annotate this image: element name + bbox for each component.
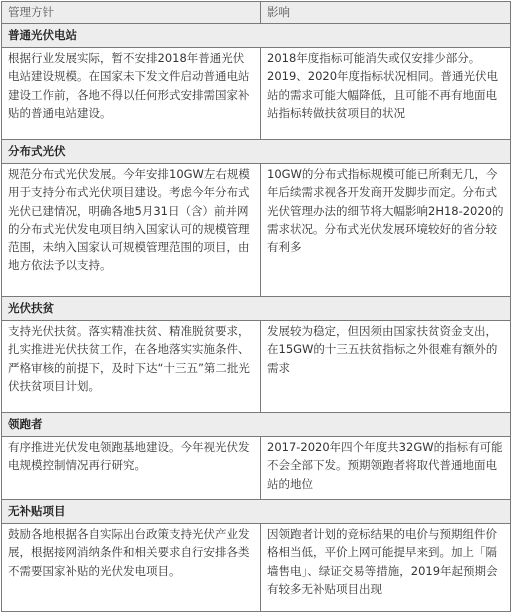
section-title-row	[2, 413, 511, 437]
policy-impact-table	[1, 1, 511, 612]
section-title-row	[2, 500, 511, 524]
table-row	[2, 524, 511, 612]
header-impact: 影响	[261, 2, 511, 24]
section-title: 无补贴项目	[2, 500, 511, 524]
policy-cell: 规范分布式光伏发展。今年安排10GW左右规模用于支持分布式光伏项目建设。考虑今年分布式光伏已建情况，明确各地5月31日（含）前并网的分布式光伏发电项目纳入国家认可的规模管理范围，未纳入国家认可规模管理范围的项目，由地方依法予以支持。	[2, 164, 261, 297]
policy-cell: 鼓励各地根据各自实际出台政策支持光伏产业发展，根据接网消纳条件和相关要求自行安排各类不需要国家补贴的光伏发电项目。	[2, 524, 261, 612]
section-title: 普通光伏电站	[2, 24, 511, 48]
policy-cell: 根据行业发展实际，暂不安排2018年普通光伏电站建设规模。在国家未下发文件启动普通电站建设工作前，各地不得以任何形式安排需国家补贴的普通电站建设。	[2, 48, 261, 140]
section-title: 分布式光伏	[2, 140, 511, 164]
section-title: 领跑者	[2, 413, 511, 437]
table-header-row	[2, 2, 511, 24]
table-row	[2, 164, 511, 297]
header-policy: 管理方针	[2, 2, 261, 24]
impact-cell: 10GW的分布式指标规模可能已所剩无几，今年后续需求视各开发商开发脚步而定。分布式光伏管理办法的细节将大幅影响2H18-2020的需求状况。分布式光伏发展环境较好的省分较有利多	[261, 164, 511, 297]
impact-cell: 2017-2020年四个年度共32GW的指标有可能不会全部下发。预期领跑者将取代普通地面电站的地位	[261, 437, 511, 500]
impact-cell: 因领跑者计划的竞标结果的电价与预期组件价格相当低，平价上网可能提早来到。加上「隔墙售电」、绿证交易等措施，2019年起预期会有较多无补贴项目出现	[261, 524, 511, 612]
section-title: 光伏扶贫	[2, 297, 511, 321]
section-title-row	[2, 24, 511, 48]
section-title-row	[2, 140, 511, 164]
impact-cell: 2018年度指标可能消失或仅安排少部分。2019、2020年度指标状况相同。普通光伏电站的需求可能大幅降低，且可能不再有地面电站指标转做扶贫项目的状况	[261, 48, 511, 140]
table-row	[2, 437, 511, 500]
table-row	[2, 321, 511, 413]
policy-cell: 支持光伏扶贫。落实精准扶贫、精准脱贫要求，扎实推进光伏扶贫工作，在各地落实实施条件、严格审核的前提下，及时下达“十三五”第二批光伏扶贫项目计划。	[2, 321, 261, 413]
section-title-row	[2, 297, 511, 321]
impact-cell: 发展较为稳定，但因须由国家扶贫资金支出，在15GW的十三五扶贫指标之外很难有额外的需求	[261, 321, 511, 413]
policy-cell: 有序推进光伏发电领跑基地建设。今年视光伏发电规模控制情况再行研究。	[2, 437, 261, 500]
table-row	[2, 48, 511, 140]
